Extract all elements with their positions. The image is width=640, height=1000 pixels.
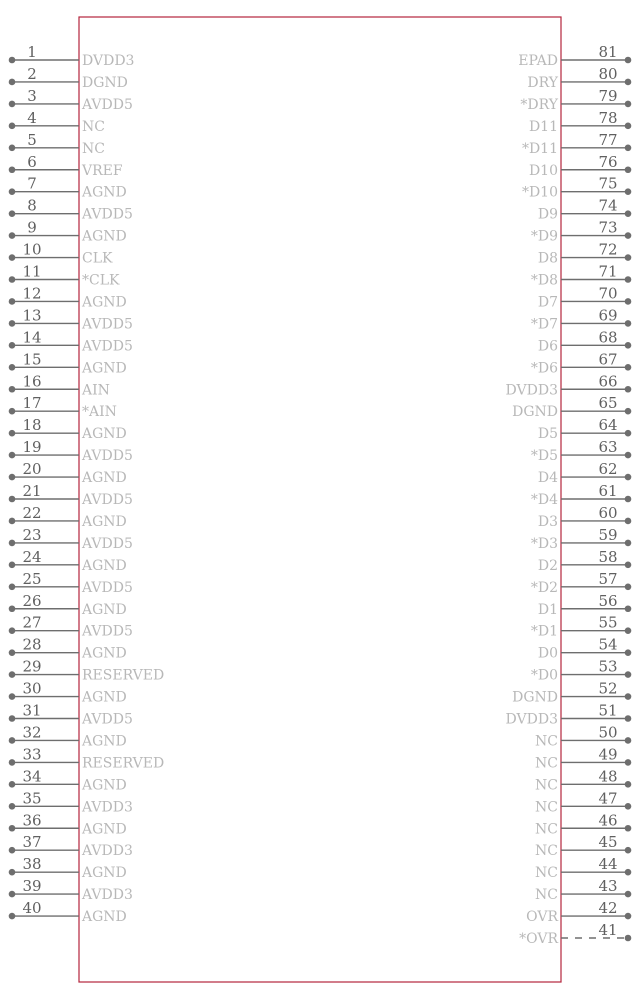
pin-name: *AIN [82, 404, 117, 421]
pin-name: AGND [82, 294, 127, 311]
pin-terminal-dot [9, 781, 16, 788]
pin-terminal-dot [625, 671, 632, 678]
pin-name: *D3 [530, 535, 558, 552]
pin-terminal-dot [9, 869, 16, 876]
pin-number: 66 [598, 372, 618, 391]
pin-name: *D8 [530, 272, 558, 289]
pin-terminal-dot [625, 935, 632, 942]
pin-number: 15 [22, 350, 42, 369]
pin-terminal-dot [625, 627, 632, 634]
pin-terminal-dot [9, 188, 16, 195]
pin-terminal-dot [625, 562, 632, 569]
pin-number: 3 [27, 86, 37, 105]
pin-number: 8 [27, 196, 37, 215]
pin-name: AGND [82, 733, 127, 750]
pin-terminal-dot [9, 452, 16, 459]
pin-number: 74 [598, 196, 618, 215]
pin-number: 51 [598, 701, 618, 720]
pin-number: 36 [22, 811, 42, 830]
pin-number: 58 [598, 547, 618, 566]
pin-name: AGND [82, 645, 127, 662]
pin-name: AGND [82, 777, 127, 794]
pin-terminal-dot [9, 298, 16, 305]
pin-number: 2 [27, 64, 37, 83]
pin-terminal-dot [625, 452, 632, 459]
pin-terminal-dot [9, 693, 16, 700]
pin-name: AGND [82, 909, 127, 926]
pin-terminal-dot [625, 276, 632, 283]
pin-name: *D0 [530, 667, 558, 684]
pin-name: DVDD3 [82, 53, 135, 69]
pin-name: *D10 [521, 184, 558, 201]
pin-name: *D4 [530, 492, 558, 508]
pin-name: OVR [526, 909, 558, 926]
pin-terminal-dot [625, 123, 632, 130]
pin-name: *D9 [530, 228, 558, 245]
pin-number: 57 [598, 569, 618, 588]
pin-number: 47 [598, 789, 618, 808]
pin-name: AGND [82, 821, 127, 838]
pin-terminal-dot [625, 298, 632, 305]
pin-terminal-dot [625, 408, 632, 415]
pin-name: DVDD3 [505, 711, 558, 728]
pin-terminal-dot [9, 540, 16, 547]
pin-name: AGND [82, 865, 127, 882]
pin-name: DGND [512, 689, 558, 706]
pin-number: 68 [598, 328, 618, 347]
pin-number: 6 [27, 152, 37, 171]
pin-number: 62 [598, 460, 618, 479]
pin-name: VREF [82, 162, 123, 179]
pin-number: 34 [22, 767, 42, 786]
pin-terminal-dot [9, 342, 16, 349]
pin-number: 33 [22, 745, 42, 764]
pin-number: 27 [22, 613, 42, 632]
pin-name: NC [82, 140, 105, 157]
pin-terminal-dot [9, 847, 16, 854]
pin-number: 78 [598, 108, 618, 127]
pin-terminal-dot [625, 145, 632, 152]
pin-terminal-dot [9, 891, 16, 898]
pin-number: 14 [22, 328, 42, 347]
pin-terminal-dot [9, 518, 16, 525]
pin-terminal-dot [625, 649, 632, 656]
pin-terminal-dot [625, 825, 632, 832]
pin-terminal-dot [9, 79, 16, 86]
pin-terminal-dot [625, 540, 632, 547]
pin-number: 32 [22, 723, 42, 742]
pin-name: AVDD5 [82, 623, 133, 640]
pin-name: *D7 [530, 316, 558, 333]
pin-name: DGND [512, 404, 558, 421]
pin-terminal-dot [625, 210, 632, 217]
pin-terminal-dot [625, 869, 632, 876]
pin-name: AVDD5 [82, 448, 133, 465]
pin-number: 53 [598, 657, 618, 676]
pin-name: RESERVED [82, 667, 165, 684]
pin-terminal-dot [625, 188, 632, 195]
pin-number: 19 [22, 438, 42, 457]
pin-terminal-dot [9, 671, 16, 678]
ic-body [79, 17, 561, 982]
pin-number: 26 [22, 591, 42, 610]
pin-terminal-dot [625, 166, 632, 173]
pin-terminal-dot [625, 803, 632, 810]
pin-terminal-dot [625, 57, 632, 64]
pin-name: *D6 [530, 360, 558, 377]
pin-number: 17 [22, 394, 42, 413]
pin-name: AGND [82, 426, 127, 443]
pin-terminal-dot [625, 891, 632, 898]
pin-number: 79 [598, 86, 618, 105]
pin-name: *D11 [521, 140, 558, 157]
pin-number: 64 [598, 416, 618, 435]
pin-name: AVDD5 [82, 492, 133, 508]
pin-number: 23 [22, 525, 42, 544]
pin-number: 60 [598, 503, 618, 522]
pin-number: 54 [598, 635, 618, 654]
pin-name: AVDD5 [82, 96, 133, 113]
pin-name: D9 [537, 206, 558, 223]
pin-terminal-dot [625, 737, 632, 744]
pin-name: *CLK [82, 272, 120, 289]
pin-number: 46 [598, 811, 618, 830]
pin-name: RESERVED [82, 755, 165, 772]
pin-name: DVDD3 [505, 382, 558, 399]
pin-terminal-dot [9, 430, 16, 437]
pin-name: NC [535, 755, 558, 772]
pin-name: D5 [537, 426, 558, 443]
pin-name: NC [535, 821, 558, 838]
pin-name: D10 [528, 162, 558, 179]
pin-number: 7 [27, 174, 37, 193]
pin-number: 21 [22, 482, 42, 500]
pin-number: 43 [598, 877, 618, 896]
pin-number: 61 [598, 482, 618, 500]
pin-name: DRY [527, 74, 558, 91]
pin-name: AGND [82, 513, 127, 530]
pin-number: 48 [598, 767, 618, 786]
pin-terminal-dot [625, 79, 632, 86]
pin-terminal-dot [625, 847, 632, 854]
pin-name: AVDD5 [82, 535, 133, 552]
pin-name: AVDD3 [82, 843, 133, 860]
pin-number: 13 [22, 306, 42, 325]
pin-number: 18 [22, 416, 42, 435]
pin-number: 49 [598, 745, 618, 764]
pin-number: 70 [598, 284, 618, 303]
pin-name: AGND [82, 360, 127, 377]
pin-terminal-dot [625, 759, 632, 766]
pin-name: D1 [537, 601, 558, 618]
pin-terminal-dot [625, 715, 632, 722]
pin-number: 73 [598, 218, 618, 237]
pin-number: 28 [22, 635, 42, 654]
pin-name: NC [535, 799, 558, 816]
pin-terminal-dot [625, 693, 632, 700]
pin-number: 10 [22, 240, 42, 259]
pin-name: EPAD [518, 53, 558, 69]
pin-number: 16 [22, 372, 42, 391]
pin-number: 65 [598, 394, 618, 413]
pin-name: AGND [82, 184, 127, 201]
pin-terminal-dot [625, 430, 632, 437]
pin-number: 76 [598, 152, 618, 171]
pin-name: NC [535, 777, 558, 794]
pin-terminal-dot [625, 364, 632, 371]
pin-name: D6 [537, 338, 558, 355]
pin-number: 80 [598, 64, 618, 83]
pin-terminal-dot [625, 605, 632, 612]
pin-terminal-dot [9, 254, 16, 261]
pin-name: AVDD5 [82, 711, 133, 728]
pin-name: AGND [82, 228, 127, 245]
pin-terminal-dot [9, 759, 16, 766]
pin-terminal-dot [9, 605, 16, 612]
pin-terminal-dot [625, 584, 632, 591]
pin-terminal-dot [9, 166, 16, 173]
pin-name: *OVR [519, 931, 558, 947]
pin-name: *D1 [530, 623, 558, 640]
pin-name: AGND [82, 470, 127, 487]
pin-name: D8 [537, 250, 558, 267]
pin-name: *D5 [530, 448, 558, 465]
pin-terminal-dot [9, 232, 16, 239]
pin-number: 24 [22, 547, 42, 566]
pin-terminal-dot [9, 627, 16, 634]
pin-terminal-dot [625, 518, 632, 525]
pin-number: 1 [27, 43, 37, 61]
pin-terminal-dot [9, 364, 16, 371]
pin-number: 55 [598, 613, 618, 632]
pin-number: 42 [598, 899, 618, 918]
pin-name: *D2 [530, 579, 558, 596]
pin-terminal-dot [9, 101, 16, 108]
pin-terminal-dot [625, 474, 632, 481]
pin-number: 40 [22, 899, 42, 918]
pin-name: NC [535, 865, 558, 882]
pin-number: 67 [598, 350, 618, 369]
pin-name: AGND [82, 601, 127, 618]
pin-name: CLK [82, 250, 113, 267]
pin-number: 71 [598, 262, 618, 281]
pin-name: D7 [537, 294, 558, 311]
pin-terminal-dot [9, 649, 16, 656]
pin-terminal-dot [9, 320, 16, 327]
pin-terminal-dot [9, 825, 16, 832]
pin-number: 31 [22, 701, 42, 720]
pin-terminal-dot [9, 123, 16, 130]
pin-name: D11 [528, 118, 558, 135]
pin-terminal-dot [625, 781, 632, 788]
pin-terminal-dot [625, 232, 632, 239]
pin-terminal-dot [625, 320, 632, 327]
pin-terminal-dot [9, 276, 16, 283]
pin-terminal-dot [625, 254, 632, 261]
pin-terminal-dot [9, 496, 16, 503]
pin-name: D4 [537, 470, 558, 487]
pin-number: 12 [22, 284, 42, 303]
pin-number: 75 [598, 174, 618, 193]
pin-number: 20 [22, 460, 42, 479]
pin-terminal-dot [625, 386, 632, 393]
pin-number: 59 [598, 525, 618, 544]
pin-terminal-dot [9, 474, 16, 481]
pin-terminal-dot [9, 386, 16, 393]
pin-name: D3 [537, 513, 558, 530]
pin-name: *DRY [520, 96, 558, 113]
pin-name: AGND [82, 689, 127, 706]
pin-name: DGND [82, 74, 128, 91]
right-pin-group [506, 43, 632, 947]
pin-terminal-dot [9, 715, 16, 722]
pin-name: AGND [82, 557, 127, 574]
pin-number: 38 [22, 855, 42, 874]
pin-name: AVDD3 [82, 887, 133, 904]
pin-terminal-dot [9, 408, 16, 415]
pin-number: 30 [22, 679, 42, 698]
pin-terminal-dot [9, 562, 16, 569]
pin-number: 25 [22, 569, 42, 588]
pin-terminal-dot [9, 210, 16, 217]
pin-number: 63 [598, 438, 618, 457]
pin-number: 35 [22, 789, 42, 808]
pin-number: 50 [598, 723, 618, 742]
pin-number: 56 [598, 591, 618, 610]
pin-number: 9 [27, 218, 37, 237]
pin-number: 45 [598, 833, 618, 852]
pin-number: 29 [22, 657, 42, 676]
pin-number: 37 [22, 833, 42, 852]
pin-number: 5 [27, 130, 37, 149]
pin-name: AVDD5 [82, 338, 133, 355]
pin-number: 81 [598, 43, 618, 61]
pin-terminal-dot [9, 913, 16, 920]
pin-name: AIN [82, 382, 110, 399]
pin-number: 69 [598, 306, 618, 325]
pin-terminal-dot [625, 342, 632, 349]
pin-name: NC [535, 733, 558, 750]
pin-terminal-dot [9, 57, 16, 64]
pin-number: 11 [22, 262, 42, 281]
pin-terminal-dot [9, 737, 16, 744]
pin-number: 72 [598, 240, 618, 259]
pin-terminal-dot [9, 803, 16, 810]
pin-name: D2 [537, 557, 558, 574]
left-pin-group [9, 43, 164, 925]
pin-terminal-dot [9, 584, 16, 591]
pin-number: 22 [22, 503, 42, 522]
pin-terminal-dot [625, 496, 632, 503]
pin-number: 4 [27, 108, 37, 127]
pin-name: AVDD5 [82, 206, 133, 223]
pin-name: NC [535, 887, 558, 904]
pin-number: 52 [598, 679, 618, 698]
pin-name: NC [82, 118, 105, 135]
pin-number: 44 [598, 855, 618, 874]
pin-name: AVDD5 [82, 579, 133, 596]
pin-name: NC [535, 843, 558, 860]
pin-terminal-dot [625, 101, 632, 108]
pin-number: 39 [22, 877, 42, 896]
pin-number: 77 [598, 130, 618, 149]
pin-6 [9, 153, 123, 179]
pin-name: AVDD5 [82, 316, 133, 333]
pin-terminal-dot [9, 145, 16, 152]
pin-name: D0 [537, 645, 558, 662]
pin-number: 41 [598, 921, 618, 939]
pin-terminal-dot [625, 913, 632, 920]
pin-name: AVDD3 [82, 799, 133, 816]
